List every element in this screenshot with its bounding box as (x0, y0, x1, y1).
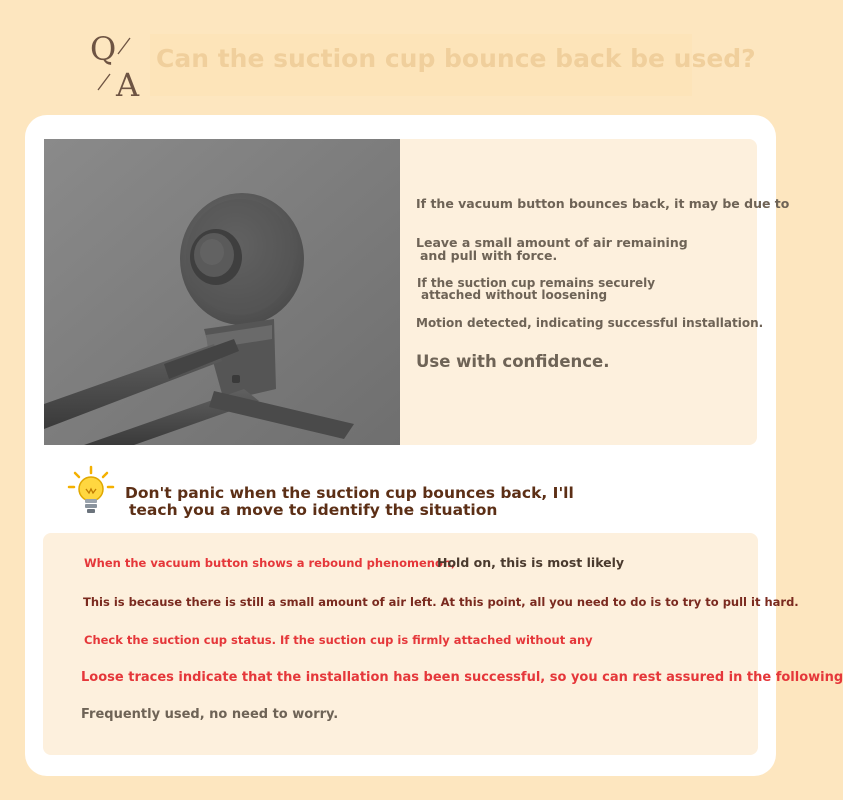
tip-heading-line1: Don't panic when the suction cup bounces back, I'll (125, 484, 574, 502)
qa-logo-q: Q (90, 30, 117, 68)
product-photo (44, 139, 400, 445)
tip-rebound-phenomenon: When the vacuum button shows a rebound phenomenon, (84, 556, 456, 570)
qa-logo-graphic (88, 28, 148, 104)
qa-logo-a: A (116, 66, 140, 104)
info-line-air-remaining: Leave a small amount of air remaining (416, 235, 688, 250)
info-line-no-loosening: attached without loosening (421, 288, 608, 302)
tip-heading (125, 485, 574, 518)
info-line-pull-force: and pull with force. (420, 248, 558, 263)
page-title: Can the suction cup bounce back be used? (156, 44, 756, 73)
info-line-motion-detected: Motion detected, indicating successful installation. (416, 316, 764, 330)
lightbulb-icon (67, 465, 115, 521)
info-panel (400, 139, 790, 445)
info-line-securely: If the suction cup remains securely (417, 276, 656, 290)
tip-heading-line2: teach you a move to identify the situation (129, 500, 498, 519)
tip-air-left: This is because there is still a small amount of air left. At this point, all you need to do is to try to pull it hard. (83, 595, 799, 609)
qa-slash-top (118, 38, 130, 54)
content-card (25, 115, 843, 776)
qa-slash-bottom (98, 74, 110, 90)
tip-no-worry: Frequently used, no need to worry. (81, 707, 339, 722)
qa-logo (88, 28, 148, 104)
tip-check-status: Check the suction cup status. If the suction cup is firmly attached without any (84, 633, 593, 647)
suction-cup-illustration (44, 139, 400, 445)
info-line-confidence: Use with confidence. (416, 352, 610, 371)
info-line-bounce-cause: If the vacuum button bounces back, it may be due to (416, 196, 790, 211)
tip-hold-on: Hold on, this is most likely (437, 555, 625, 570)
tips-panel (43, 533, 843, 755)
tip-loose-traces: Loose traces indicate that the installation has been successful, so you can rest assured in the following (81, 670, 843, 685)
